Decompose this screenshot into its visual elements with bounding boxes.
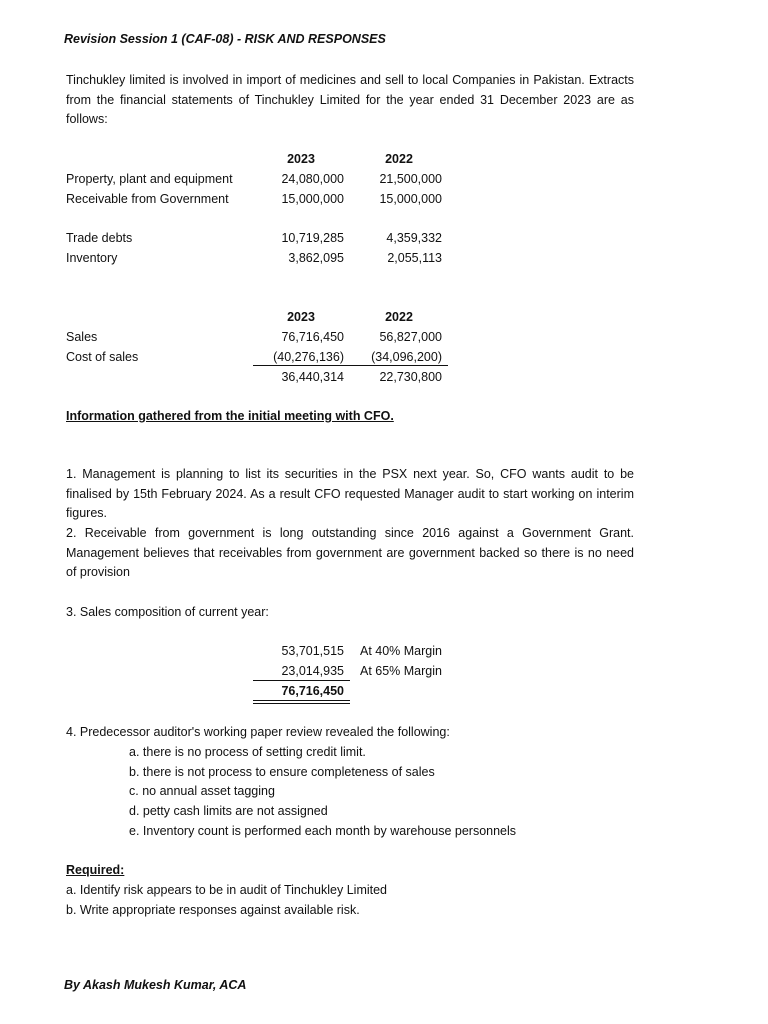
- point-4-item: e. Inventory count is performed each month by warehouse personnels: [129, 824, 517, 838]
- t2-row-2023: 76,716,450: [281, 330, 344, 344]
- t2-row-2023: (40,276,136): [273, 350, 344, 364]
- t1-header-2023: 2023: [287, 152, 315, 166]
- point-2: 2. Receivable from government is long outstanding since 2016 against a Government Grant. Management believes that receivables from government are government backed so there is no need of provision: [66, 526, 634, 579]
- point-1: 1. Management is planning to list its securities in the PSX next year. So, CFO wants audit to be finalised by 15th February 2024. As a result CFO requested Manager audit to start working on interim figures.: [66, 467, 634, 520]
- sales-comp-note: At 65% Margin: [360, 664, 442, 678]
- t1-row-2023: 10,719,285: [281, 231, 344, 245]
- required-item: a. Identify risk appears to be in audit of Tinchukley Limited: [66, 883, 388, 897]
- required-heading: Required:: [66, 863, 125, 877]
- t2-row-2022: 56,827,000: [379, 330, 442, 344]
- t1-row-2022: 2,055,113: [387, 251, 442, 265]
- t2-header-2022: 2022: [385, 310, 413, 324]
- sales-comp-value: 23,014,935: [281, 664, 344, 678]
- t1-row-label: Receivable from Government: [66, 192, 229, 206]
- t1-row-label: Property, plant and equipment: [66, 172, 233, 186]
- point-4-item: b. there is not process to ensure completeness of sales: [129, 765, 435, 779]
- t2-row-2022: (34,096,200): [371, 350, 442, 364]
- sales-comp-value: 53,701,515: [281, 644, 344, 658]
- t1-row-2022: 21,500,000: [379, 172, 442, 186]
- t1-row-2023: 3,862,095: [288, 251, 344, 265]
- point-4-item: d. petty cash limits are not assigned: [129, 804, 328, 818]
- t2-subtotal-rule: [253, 365, 448, 366]
- info-heading: Information gathered from the initial meeting with CFO.: [66, 409, 394, 423]
- document-title: Revision Session 1 (CAF-08) - RISK AND RESPONSES: [64, 32, 386, 46]
- t2-row-label: Sales: [66, 330, 98, 344]
- sales-comp-note: At 40% Margin: [360, 644, 442, 658]
- t1-row-2023: 15,000,000: [281, 192, 344, 206]
- t1-header-2022: 2022: [385, 152, 413, 166]
- required-item: b. Write appropriate responses against available risk.: [66, 903, 360, 917]
- point-4-item: a. there is no process of setting credit limit.: [129, 745, 366, 759]
- t1-row-2022: 4,359,332: [386, 231, 442, 245]
- t2-total-2023: 36,440,314: [281, 370, 344, 384]
- intro-paragraph: Tinchukley limited is involved in import of medicines and sell to local Companies in Pakistan. Extracts from the financial statements of Tinchukley Limited for the year ended 31 December 2023 are as follows:: [66, 73, 634, 126]
- t1-row-label: Inventory: [66, 251, 118, 265]
- t2-header-2023: 2023: [287, 310, 315, 324]
- point-4-item: c. no annual asset tagging: [129, 784, 275, 798]
- author-footer: By Akash Mukesh Kumar, ACA: [64, 978, 247, 992]
- t2-row-label: Cost of sales: [66, 350, 139, 364]
- t2-total-2022: 22,730,800: [379, 370, 442, 384]
- point-4: 4. Predecessor auditor's working paper review revealed the following:: [66, 725, 450, 739]
- t1-row-label: Trade debts: [66, 231, 133, 245]
- t1-row-2023: 24,080,000: [281, 172, 344, 186]
- point-3: 3. Sales composition of current year:: [66, 605, 269, 619]
- t1-row-2022: 15,000,000: [379, 192, 442, 206]
- sales-comp-rule: [253, 680, 350, 681]
- sales-comp-total: 76,716,450: [281, 684, 344, 698]
- sales-comp-double-rule: [253, 700, 350, 704]
